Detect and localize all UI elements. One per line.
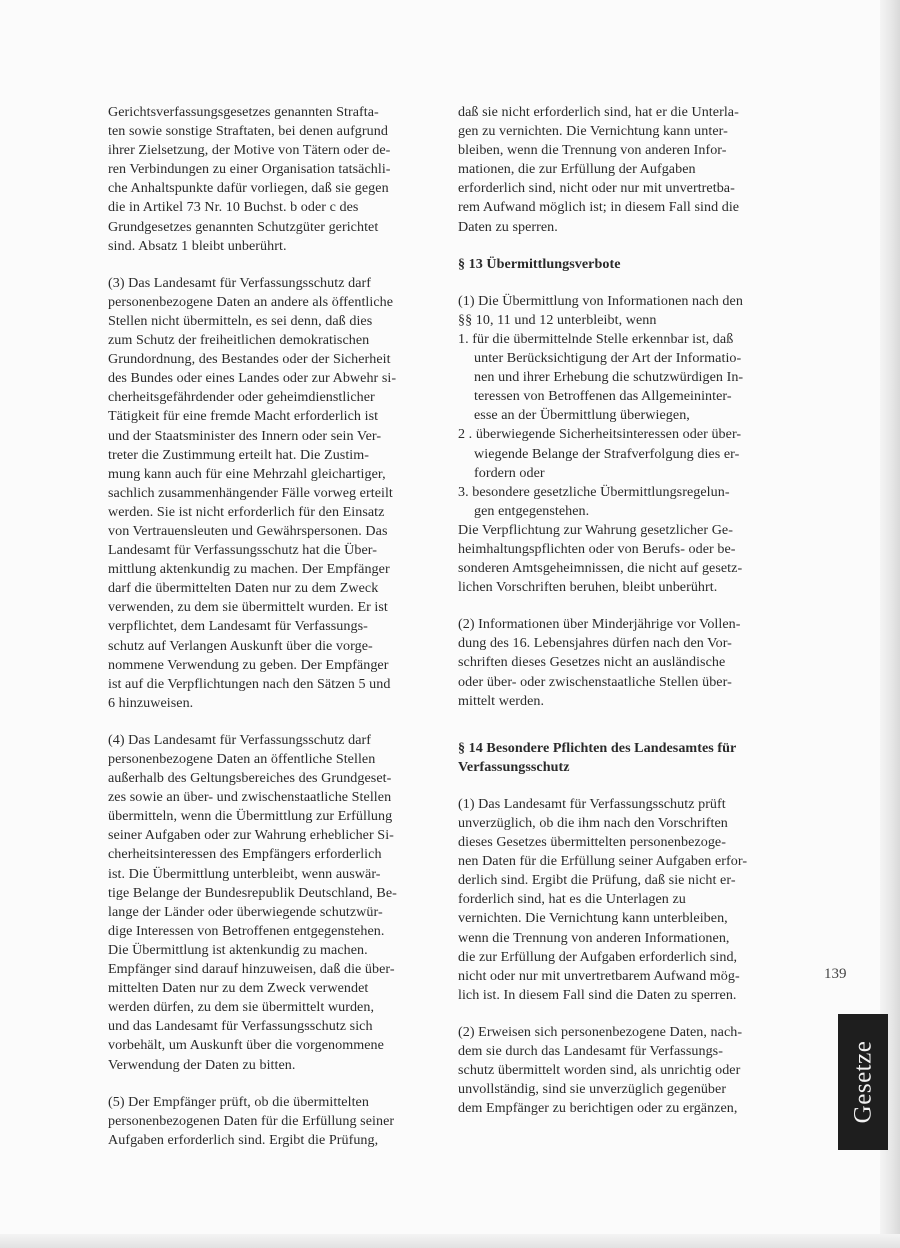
text-line: verwenden, zu dem sie übermittelt wurden. Er ist bbox=[108, 599, 388, 616]
text-line: tige Belange der Bundesrepublik Deutschland, Be- bbox=[108, 884, 397, 901]
text-line: Die Übermittlung ist aktenkundig zu machen. bbox=[108, 941, 368, 958]
text-line: verpflichtet, dem Landesamt für Verfassungs- bbox=[108, 618, 368, 635]
text-line: bleiben, wenn die Trennung von anderen Infor- bbox=[458, 142, 727, 159]
paragraph-tail bbox=[458, 521, 798, 597]
text-line: wenn die Trennung von anderen Informationen, bbox=[458, 929, 730, 946]
text-line: schutz auf Verlangen Auskunft über die vorge- bbox=[108, 637, 373, 654]
text-line: 6 hinzuweisen. bbox=[108, 694, 194, 711]
list-item-continuation: nen und ihrer Erhebung die schutzwürdigen In- bbox=[474, 369, 744, 386]
text-line: sonderen Amtsgeheimnissen, die nicht auf gesetz- bbox=[458, 560, 743, 577]
list-item-continuation: gen entgegenstehen. bbox=[474, 502, 590, 519]
text-line: § 14 Besondere Pflichten des Landesamtes für bbox=[458, 739, 737, 756]
text-line: und das Landesamt für Verfassungsschutz sich bbox=[108, 1018, 373, 1035]
text-line: nen Daten für die Erfüllung seiner Aufgaben erfor- bbox=[458, 853, 748, 870]
text-line: dung des 16. Lebensjahres dürfen nach den Vor- bbox=[458, 635, 732, 652]
text-line: unverzüglich, ob die ihm nach den Vorschriften bbox=[458, 815, 728, 831]
paragraph-continuation bbox=[108, 103, 444, 256]
text-line: §§ 10, 11 und 12 unterbleibt, wenn bbox=[458, 311, 657, 328]
text-line: (2) Erweisen sich personenbezogene Daten, nach- bbox=[458, 1023, 743, 1040]
text-line: daß sie nicht erforderlich sind, hat er die Unterla- bbox=[458, 104, 739, 120]
text-line: seiner Aufgaben oder zur Wahrung erheblicher Si- bbox=[108, 827, 394, 844]
text-line: Daten zu sperren. bbox=[458, 218, 558, 235]
list-item-first-line bbox=[458, 425, 798, 444]
text-line: zum Schutz der freiheitlichen demokratischen bbox=[108, 332, 370, 349]
text-line: Gerichtsverfassungsgesetzes genannten Strafta- bbox=[108, 104, 379, 120]
text-line: nicht oder nur mit unvertretbarem Aufwand mög- bbox=[458, 967, 740, 984]
text-line: (4) Das Landesamt für Verfassungsschutz darf bbox=[108, 731, 371, 748]
condition-list bbox=[458, 330, 798, 521]
text-line: ist. Die Übermittlung unterbleibt, wenn auswär- bbox=[108, 865, 381, 882]
text-line: gen zu vernichten. Die Vernichtung kann unter- bbox=[458, 123, 728, 140]
left-column bbox=[108, 103, 444, 1168]
list-item-text: besondere gesetzliche Übermittlungsregelun- bbox=[472, 483, 730, 500]
text-line: mittlung aktenkundig zu machen. Der Empfänger bbox=[108, 561, 390, 578]
text-line: ihrer Zielsetzung, der Motive von Tätern oder de- bbox=[108, 142, 391, 159]
text-line: lich ist. In diesem Fall sind die Daten zu sperren. bbox=[458, 986, 737, 1003]
text-line: mationen, die zur Erfüllung der Aufgaben bbox=[458, 161, 696, 178]
section-14-paragraph-2 bbox=[458, 1023, 798, 1118]
text-line: Verwendung der Daten zu bitten. bbox=[108, 1056, 296, 1073]
text-line: (1) Das Landesamt für Verfassungsschutz prüft bbox=[458, 795, 726, 812]
list-item-continuation: esse an der Übermittlung überwiegen, bbox=[474, 407, 690, 424]
text-line: lichen Vorschriften beruhen, bleibt unberührt. bbox=[458, 579, 718, 596]
text-line: die zur Erfüllung der Aufgaben erforderlich sind, bbox=[458, 948, 738, 965]
text-line: erforderlich sind, nicht oder nur mit unvertretba- bbox=[458, 180, 735, 197]
text-line: treter die Zustimmung erteilt hat. Die Zustim- bbox=[108, 446, 370, 463]
page-number: 139 bbox=[824, 966, 847, 982]
text-line: die in Artikel 73 Nr. 10 Buchst. b oder c des bbox=[108, 199, 359, 216]
text-line: (3) Das Landesamt für Verfassungsschutz darf bbox=[108, 274, 371, 291]
list-item-first-line bbox=[458, 483, 798, 502]
section-14-paragraph-1 bbox=[458, 795, 798, 1005]
paragraph-3 bbox=[108, 274, 444, 713]
text-line: dem Empfänger zu berichtigen oder zu ergänzen, bbox=[458, 1100, 738, 1117]
list-marker: 3. bbox=[458, 483, 473, 500]
text-line: (1) Die Übermittlung von Informationen nach den bbox=[458, 292, 743, 309]
list-item-text: überwiegende Sicherheitsinteressen oder über- bbox=[475, 426, 742, 443]
list-item-continuation: teressen von Betroffenen das Allgemeininter- bbox=[474, 388, 732, 405]
text-line: unvollständig, sind sie unverzüglich gegenüber bbox=[458, 1081, 727, 1098]
text-line: von Vertrauensleuten und Gewährspersonen. Das bbox=[108, 522, 388, 539]
text-line: übermitteln, wenn die Übermittlung zur Erfüllung bbox=[108, 808, 393, 825]
text-line: schutz übermittelt worden sind, als unrichtig oder bbox=[458, 1062, 741, 1079]
text-line: (5) Der Empfänger prüft, ob die übermittelten bbox=[108, 1093, 369, 1110]
text-line: werden dürfen, zu dem sie übermittelt wurden, bbox=[108, 999, 375, 1016]
paragraph-intro bbox=[458, 292, 798, 330]
text-line: ren Verbindungen zu einer Organisation tatsächli- bbox=[108, 161, 391, 178]
text-line: Landesamt für Verfassungsschutz hat die Über- bbox=[108, 542, 378, 559]
list-item bbox=[458, 483, 798, 521]
list-item-text: für die übermittelnde Stelle erkennbar ist, daß bbox=[472, 330, 734, 347]
text-line: schriften dieses Gesetzes nicht an ausländische bbox=[458, 654, 726, 671]
side-tab-label: Gesetze bbox=[849, 1040, 876, 1124]
text-line: mittelt werden. bbox=[458, 692, 545, 709]
section-13-paragraph-1 bbox=[458, 292, 798, 598]
text-line: Die Verpflichtung zur Wahrung gesetzlicher Ge- bbox=[458, 521, 733, 538]
text-line: sachlich zusammenhängender Fälle vorweg erteilt bbox=[108, 484, 393, 501]
text-line: derlich sind. Ergibt die Prüfung, daß sie nicht er- bbox=[458, 872, 736, 889]
text-line: lange der Länder oder überwiegende schutzwür- bbox=[108, 903, 383, 920]
section-heading-13 bbox=[458, 255, 798, 274]
list-marker: 1. bbox=[458, 330, 473, 347]
paragraph-5-continuation bbox=[458, 103, 798, 237]
text-line: rem Aufwand möglich ist; in diesem Fall sind die bbox=[458, 199, 740, 216]
right-column bbox=[458, 103, 798, 1136]
text-line: personenbezogenen Daten für die Erfüllung seiner bbox=[108, 1112, 395, 1129]
text-line: cherheitsinteressen des Empfängers erforderlich bbox=[108, 846, 382, 863]
list-item bbox=[458, 330, 798, 425]
list-item-first-line bbox=[458, 330, 798, 349]
text-line: Tätigkeit für eine fremde Macht erforderlich ist bbox=[108, 408, 379, 425]
list-marker: 2 . bbox=[458, 426, 476, 443]
text-line: ist auf die Verpflichtungen nach den Sätzen 5 und bbox=[108, 675, 391, 692]
text-line: dige Interessen von Betroffenen entgegenstehen. bbox=[108, 922, 385, 939]
text-line: Stellen nicht übermitteln, es sei denn, daß dies bbox=[108, 312, 373, 329]
paragraph-4 bbox=[108, 731, 444, 1075]
text-line: ten sowie sonstige Straftaten, bei denen aufgrund bbox=[108, 123, 388, 140]
heading-text: § 13 Übermittlungsverbote bbox=[458, 255, 621, 272]
text-line: cherheitsgefährdender oder geheimdienstlicher bbox=[108, 389, 375, 406]
side-tab bbox=[838, 1014, 888, 1150]
text-line: personenbezogene Daten an öffentliche Stellen bbox=[108, 751, 376, 767]
text-line: sind. Absatz 1 bleibt unberührt. bbox=[108, 237, 287, 254]
text-line: vorbehält, um Auskunft über die vorgenommene bbox=[108, 1037, 384, 1054]
text-line: Grundordnung, des Bestandes oder der Sicherheit bbox=[108, 351, 391, 368]
section-heading-14 bbox=[458, 739, 798, 777]
list-item-continuation: unter Berücksichtigung der Art der Informatio- bbox=[474, 350, 742, 367]
list-item bbox=[458, 425, 798, 482]
text-line: nommene Verwendung zu geben. Der Empfänger bbox=[108, 656, 389, 673]
text-line: und der Staatsminister des Innern oder sein Ver- bbox=[108, 427, 382, 444]
text-line: vernichten. Die Vernichtung kann unterbleiben, bbox=[458, 910, 728, 927]
text-line: dem sie durch das Landesamt für Verfassungs- bbox=[458, 1043, 723, 1060]
paragraph-5 bbox=[108, 1093, 444, 1150]
page-bottom-edge bbox=[0, 1234, 900, 1248]
text-line: außerhalb des Geltungsbereiches des Grundgeset- bbox=[108, 770, 392, 787]
text-line: dieses Gesetzes übermittelten personenbezoge- bbox=[458, 834, 726, 851]
text-line: Verfassungsschutz bbox=[458, 758, 570, 775]
text-line: des Bundes oder eines Landes oder zur Abwehr si- bbox=[108, 370, 397, 387]
text-line: Aufgaben erforderlich sind. Ergibt die Prüfung, bbox=[108, 1131, 379, 1148]
text-line: oder über- oder zwischenstaatliche Stellen über- bbox=[458, 673, 732, 690]
list-item-continuation: fordern oder bbox=[474, 464, 545, 481]
text-line: personenbezogene Daten an andere als öffentliche bbox=[108, 293, 394, 310]
text-line: mittelten Daten nur zu dem Zweck verwendet bbox=[108, 980, 369, 997]
text-line: heimhaltungspflichten oder von Berufs- oder be- bbox=[458, 540, 736, 557]
text-line: werden. Sie ist nicht erforderlich für den Einsatz bbox=[108, 503, 385, 520]
text-line: Grundgesetzes genannten Schutzgüter gerichtet bbox=[108, 218, 379, 235]
list-item-continuation: wiegende Belange der Strafverfolgung dies er- bbox=[474, 445, 740, 462]
text-line: zes sowie an über- und zwischenstaatliche Stellen bbox=[108, 789, 392, 806]
text-line: mung kann auch für eine Mehrzahl gleichartiger, bbox=[108, 465, 386, 482]
text-line: (2) Informationen über Minderjährige vor Vollen- bbox=[458, 616, 741, 633]
text-line: che Anhaltspunkte dafür vorliegen, daß sie gegen bbox=[108, 180, 389, 197]
text-line: darf die übermittelten Daten nur zu dem Zweck bbox=[108, 580, 379, 597]
section-13-paragraph-2 bbox=[458, 615, 798, 710]
text-line: Empfänger sind darauf hinzuweisen, daß die über- bbox=[108, 961, 395, 978]
text-line: forderlich sind, hat es die Unterlagen zu bbox=[458, 891, 686, 908]
